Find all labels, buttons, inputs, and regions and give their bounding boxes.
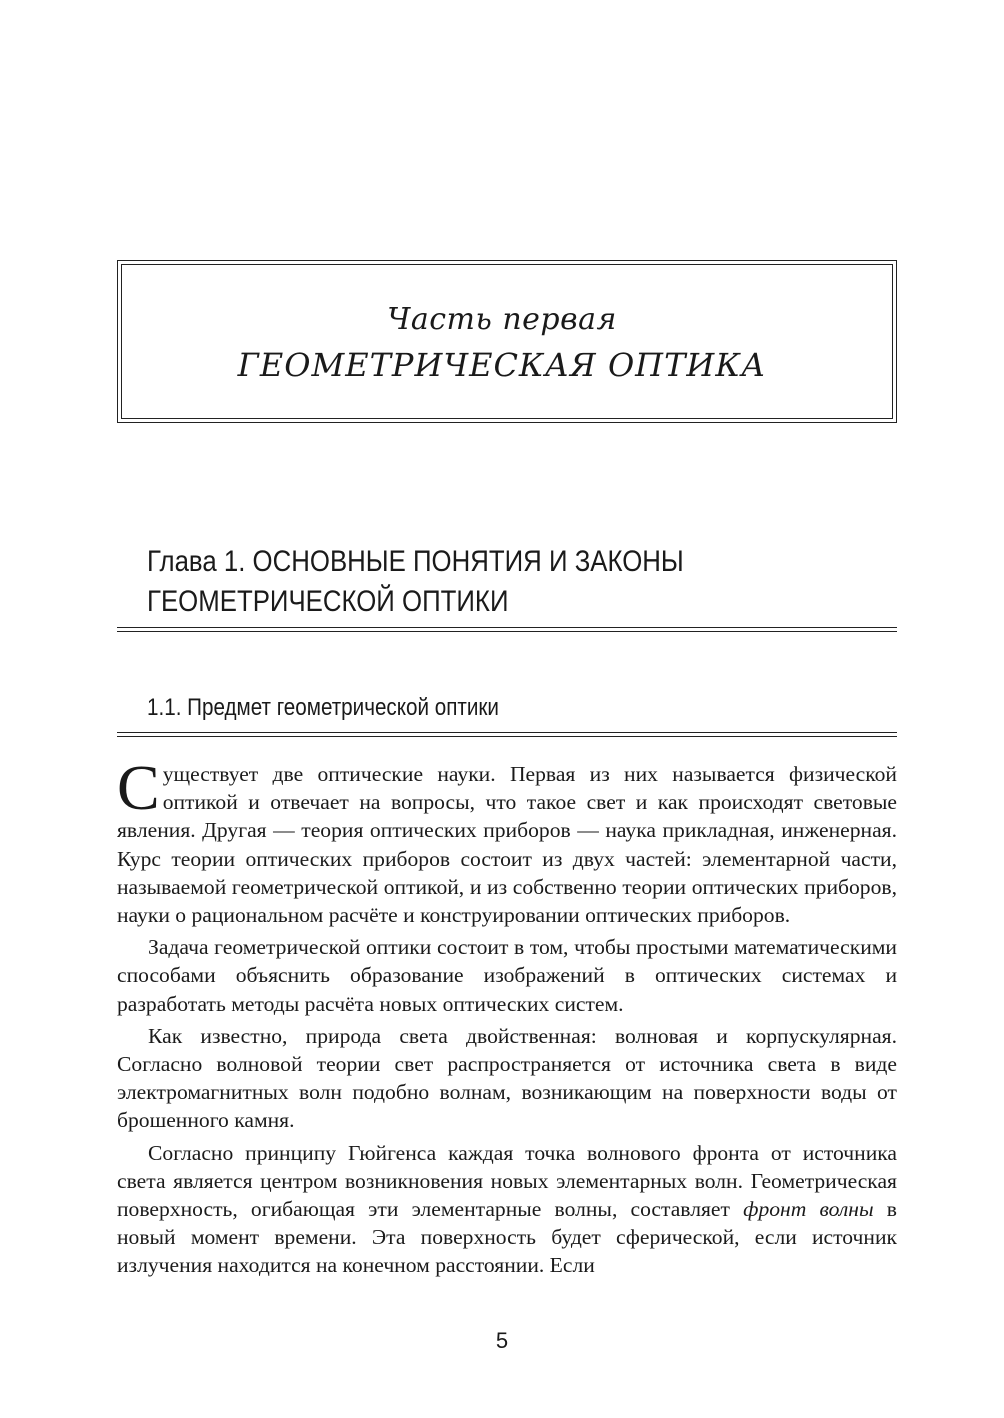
chapter-title-line-2: ГЕОМЕТРИЧЕСКОЙ ОПТИКИ <box>147 585 509 618</box>
emphasis-wavefront: фронт волны <box>743 1197 874 1222</box>
section-rule-bottom <box>117 736 897 737</box>
paragraph-1: Существует две оптические науки. Первая из них называется физической оптикой и отвечает на вопросы, что такое свет и как происходят световые явления. Другая — теория оптических приборов — наука прикладная, инженерная. Курс теории оптических приборов состоит из двух частей: элементарной части, называемой геометрической оптикой, и из собственно теории оптических приборов, науки о рациональном расчёте и конструировании оптических приборов. <box>117 752 897 928</box>
part-frame <box>117 260 897 423</box>
page-number: 5 <box>495 1328 509 1353</box>
section-rule-top <box>117 732 897 733</box>
chapter-rule-top <box>117 627 897 628</box>
paragraph-4: Согласно принципу Гюйгенса каждая точка волнового фронта от источника света является центром возникновения новых элементарных волн. Геометрическая поверхность, огибающая эти элементарные волны, составляет фронт волны в новый момент времени. Эта поверхность будет сферической, если источник излучения находится на конечном расстоянии. Если <box>117 1140 897 1278</box>
paragraph-3: Как известно, природа света двойственная: волновая и корпускулярная. Согласно волновой теории свет распространяется от источника света в виде электромагнитных волн подобно волнам, возникающим на поверхности воды от брошенного камня. <box>117 1023 897 1133</box>
chapter-rule-bottom <box>117 631 897 632</box>
part-label: Часть первая <box>387 302 617 337</box>
part-title: ГЕОМЕТРИЧЕСКАЯ ОПТИКА <box>237 346 767 384</box>
section-title: 1.1. Предмет геометрической оптики <box>147 694 499 721</box>
paragraph-2: Задача геометрической оптики состоит в том, чтобы простыми математическими способами объяснить образование изображений в оптических системах и разработать методы расчёта новых оптических систем. <box>117 935 897 1016</box>
chapter-title <box>147 542 783 622</box>
drop-cap: С <box>117 752 160 823</box>
body-text <box>117 752 897 1280</box>
chapter-title-line-1: Глава 1. ОСНОВНЫЕ ПОНЯТИЯ И ЗАКОНЫ <box>147 545 684 578</box>
part-frame-inner <box>121 264 893 419</box>
